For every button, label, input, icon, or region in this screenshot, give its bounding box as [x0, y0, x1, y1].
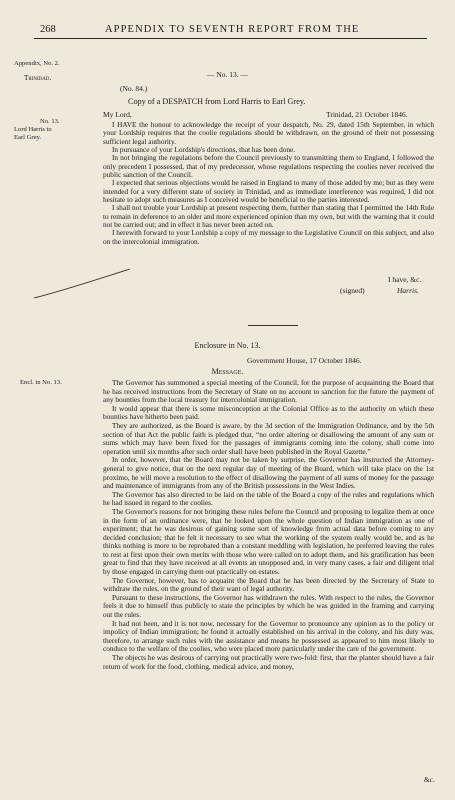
margin-colony: Trinidad. [24, 74, 52, 82]
despatch-paragraph: In pursuance of your Lordship's directions, that has been done. [112, 145, 296, 155]
page-number: 268 [40, 24, 56, 35]
enclosure-paragraph: In order, however, that the Board may not be taken by surprise, the Governor has instructed the Attorney-general to give notice, that on the next regular day of meeting of the Board, which will take place on the 1st proximo, he will move a resolution to the effect of disallowing the payment of all sums of money for the passage and maintenance of immigrants from any of the British possessions in the West Indies. [103, 455, 434, 491]
enclosure-place-date: Government House, 17 October 1846. [247, 356, 362, 365]
despatch-paragraph: I HAVE the honour to acknowledge the receipt of your despatch, No. 29, dated 15th September, in which your Lordship requires that the coolie regulations should be withdrawn, on the ground of their not possessing sufficient legal authority. [103, 120, 434, 146]
margin-encl-ref: Encl. in No. 13. [20, 379, 62, 386]
despatch-number: — No. 13. — [206, 70, 249, 79]
margin-doc-ref-2: Lord Harris to [14, 126, 52, 133]
enclosure-paragraph: They are authorized, as the Board is aware, by the 3d section of the Immigration Ordinance, and by the 5th section of that Act the public faith is pledged that, “no order altering or disallowing the amount of any sum or sums which may have been fixed for the passages of immigrants coming into the colony, shall come into operation until six months after such order shall have been published in the Royal Gazette.” [103, 420, 434, 456]
signed-label: (signed) [340, 286, 365, 295]
signature: Harris. [397, 286, 419, 295]
enclosure-paragraph: It would appear that there is some misconception at the Colonial Office as to the authority on which these bounties have hitherto been paid. [103, 403, 434, 422]
despatch-body [103, 121, 434, 246]
despatch-salutation: My Lord, [103, 110, 132, 119]
despatch-paragraph: In not bringing the regulations before the Council previously to transmitting them to England, I followed the only precedent I possessed, that of my predecessor, whose regulations respecting the coolies never received the public sanction of the Council. [103, 153, 434, 180]
enclosure-paragraph: The Governor's reasons for not bringing these rules before the Council and proposing to legalize them at once in the form of an ordinance were, that he looked upon the whole question of Indian immigration as one of experiment; that he was desirous of gaining some sort of knowledge from actual data before coming to any decided conclusion; that he felt it necessary to see what the working of the system really would be, and as he thinks nothing is more to be reprobated than a constant meddling with legislation, he preferred leaving the rules to rest at first upon their own merits with those who were called on to adopt them, and his gratification has been great to find that they have received at all events an unopposed and, in very many cases, a fair and diligent trial by those engaged in carrying them out practically on estates. [103, 506, 434, 577]
margin-doc-ref-1: No. 13. [40, 118, 60, 125]
enclosure-paragraph: The Governor, however, has to acquaint the Board that he has been directed by the Secretary of State to withdraw the rules, on the ground of their want of legal authority. [103, 575, 434, 594]
despatch-paragraph: I herewith forward to your Lordship a copy of my message to the Legislative Council on this subject, and also on the intercolonial immigration. [103, 228, 434, 246]
enclosure-body [103, 379, 434, 671]
enclosure-paragraph: It had not been, and it is not now, necessary for the Governor to pronounce any opinion as to the policy or impolicy of Indian immigration; he found it actually established on his arrival in the colony, and his duty was, therefore, to arrange such rules with the assistance and means he possessed as appeared to him most likely to conduce to the welfare of the coolies, who were placed more particularly under the care of the government. [103, 618, 434, 654]
enclosure-paragraph: The objects he was desirous of carrying out practically were two-fold: first, that the planter should have a fair return of work for the food, clothing, medical advice, and money, [103, 653, 434, 671]
despatch-paragraph: I shall not trouble your Lordship at present respecting them, further than stating that I permitted the 14th Rule to remain in deference to an older and more experienced opinion than my own, but with the warning that it could not be carried out; and in effect it has never been acted on. [103, 203, 434, 230]
despatch-paragraph: I expected that serious objections would be raised in England to many of those added by me; but as they were intended for a very different state of society in Trinidad, and as immediate interference was required, I did not hesitate to adopt such measures as I conceived would be beneficial to the parties interested. [103, 178, 434, 205]
enclosure-title: Enclosure in No. 13. [194, 341, 261, 350]
section-separator [248, 325, 298, 326]
margin-pencil-mark [32, 265, 132, 301]
despatch-closing: I have, &c. [388, 275, 422, 284]
margin-appendix: Appendix, No. 2. [14, 60, 60, 67]
margin-doc-ref-3: Earl Grey. [14, 134, 42, 141]
despatch-title: Copy of a DESPATCH from Lord Harris to Earl Grey. [128, 97, 306, 106]
header-rule [34, 38, 427, 39]
enclosure-paragraph: The Governor has summoned a special meeting of the Council, for the purpose of acquainting the Board that he has received instructions from the Secretary of State on no account to sanction for the future the payment of any bounties from the local treasury for intercolonial immigration. [103, 378, 434, 405]
enclosure-heading: Message. [211, 367, 244, 376]
enclosure-paragraph: Pursuant to these instructions, the Governor has withdrawn the rules. With respect to the rules, the Governor feels it due to himself thus publicly to state the principles by which he was guided in the framing and carrying out the rules. [103, 592, 434, 620]
continuation-mark: &c. [424, 775, 435, 784]
enclosure-paragraph: The Governor has also directed to be laid on the table of the Board a copy of the rules and regulations which he had issued in regard to the coolies. [103, 489, 434, 508]
despatch-copy-number: (No. 84.) [120, 84, 148, 93]
running-title: APPENDIX TO SEVENTH REPORT FROM THE [105, 24, 360, 35]
despatch-place-date: Trinidad, 21 October 1846. [326, 110, 408, 119]
